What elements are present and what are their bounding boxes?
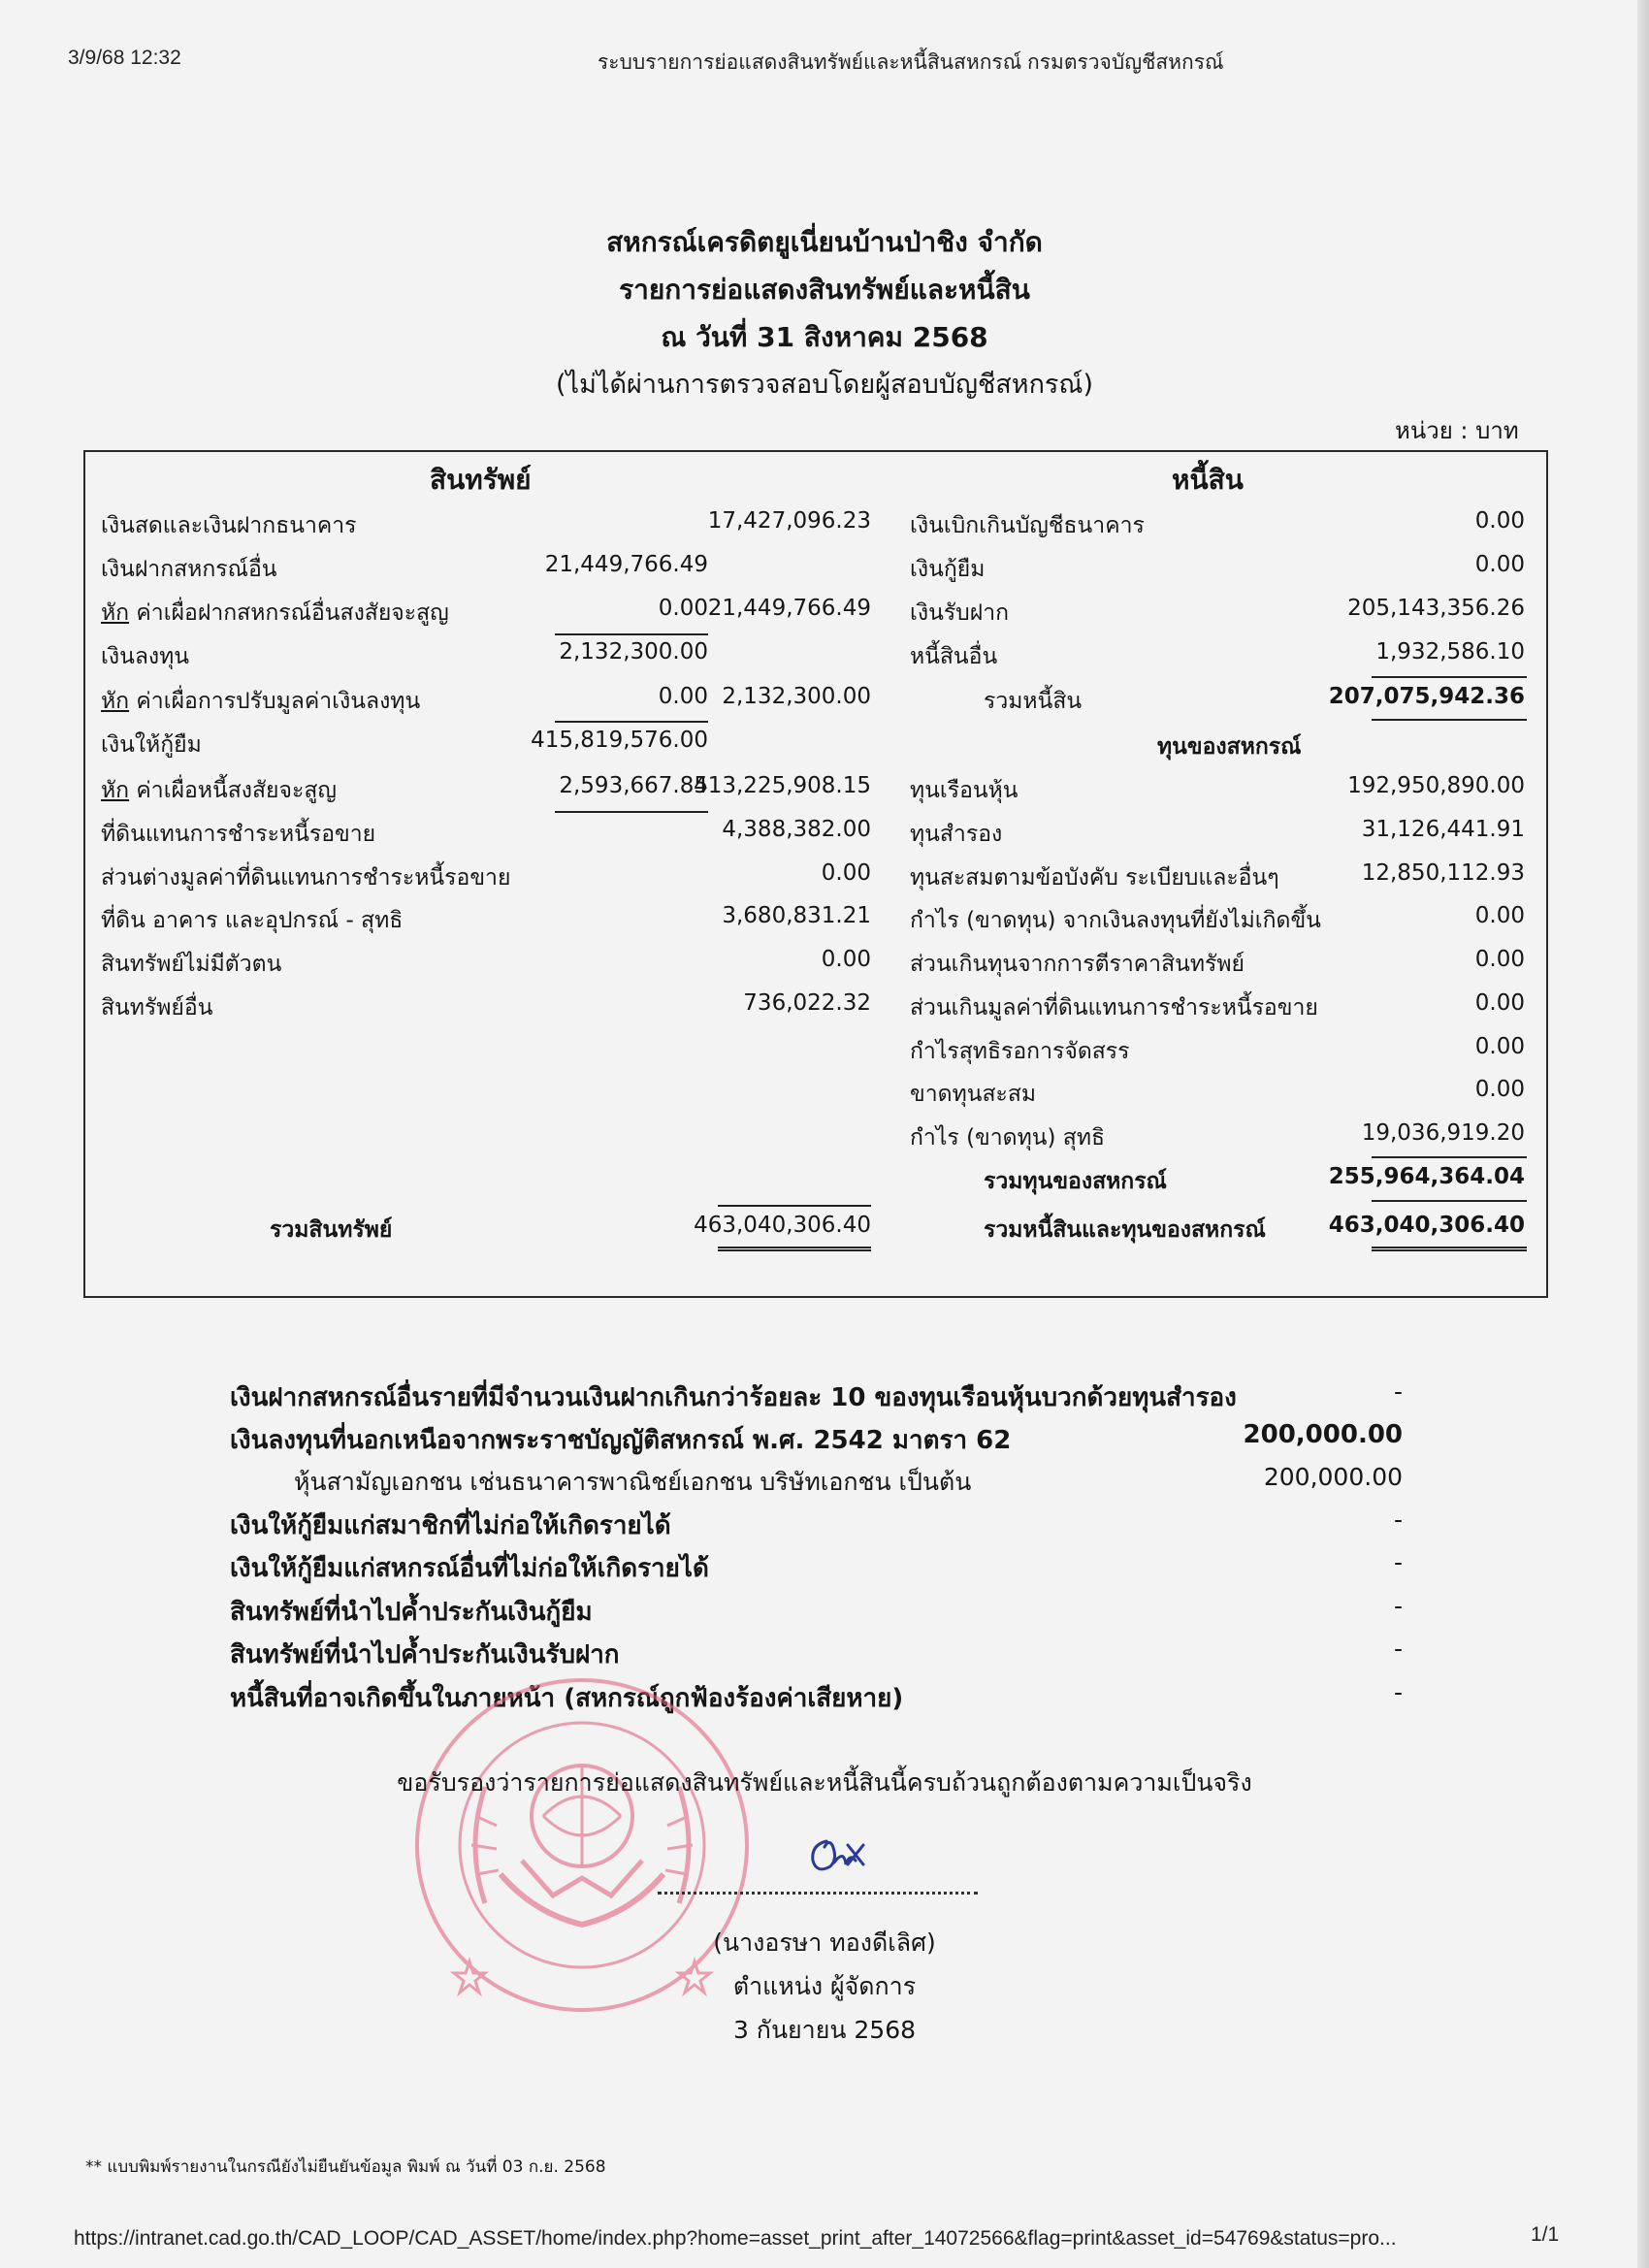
equity-regulatory-value: 12,850,112.93 bbox=[1361, 860, 1525, 886]
liab-other-value: 1,932,586.10 bbox=[1375, 639, 1525, 664]
asset-investment-allow-total: 2,132,300.00 bbox=[722, 684, 871, 709]
subtotal-rule bbox=[555, 721, 708, 723]
double-underline bbox=[1372, 1247, 1527, 1251]
equity-regulatory-label: ทุนสะสมตามข้อบังคับ ระเบียบและอื่นๆ bbox=[910, 865, 1279, 891]
liab-overdraft-value: 0.00 bbox=[1474, 508, 1525, 534]
signer-name: (นางอรษา ทองดีเลิศ) bbox=[713, 1928, 936, 1957]
asset-investment-allow-sub: 0.00 bbox=[658, 684, 708, 709]
liab-borrowings-label: เงินกู้ยืม bbox=[910, 557, 986, 582]
print-page-title: ระบบรายการย่อแสดงสินทรัพย์และหนี้สินสหกรณ์ กรมตรวจบัญชีสหกรณ์ bbox=[598, 51, 1224, 74]
asset-loans-sub: 415,819,576.00 bbox=[531, 728, 708, 753]
note-value: - bbox=[1393, 1592, 1403, 1620]
note-row: เงินให้กู้ยืมแก่สมาชิกที่ไม่ก่อให้เกิดรายได้ bbox=[230, 1511, 671, 1540]
liab-overdraft-label: เงินเบิกเกินบัญชีธนาคาร bbox=[910, 513, 1145, 538]
asset-other-label: สินทรัพย์อื่น bbox=[101, 995, 213, 1021]
note-row: สินทรัพย์ที่นำไปค้ำประกันเงินรับฝาก bbox=[230, 1640, 620, 1669]
equity-net-profit-value: 19,036,919.20 bbox=[1361, 1120, 1525, 1146]
note-value: - bbox=[1393, 1506, 1403, 1534]
note-row: หนี้สินที่อาจเกิดขึ้นในภายหน้า (สหกรณ์ถูกฟ้องร้องค่าเสียหาย) bbox=[230, 1684, 904, 1713]
audit-note: (ไม่ได้ผ่านการตรวจสอบโดยผู้สอบบัญชีสหกรณ์) bbox=[555, 370, 1093, 400]
asset-coop-allow-label: หัก ค่าเผื่อฝากสหกรณ์อื่นสงสัยจะสูญ bbox=[101, 600, 449, 626]
note-value: - bbox=[1393, 1678, 1403, 1706]
note-value: - bbox=[1393, 1377, 1403, 1406]
asset-loans-allow-label: หัก ค่าเผื่อหนี้สงสัยจะสูญ bbox=[101, 778, 337, 803]
liab-other-label: หนี้สินอื่น bbox=[910, 644, 998, 669]
note-value: - bbox=[1393, 1548, 1403, 1576]
subtotal-rule bbox=[1372, 1156, 1527, 1158]
equity-unappropriated-label: กำไรสุทธิรอการจัดสรร bbox=[910, 1039, 1130, 1064]
note-value: 200,000.00 bbox=[1243, 1420, 1403, 1449]
asset-investment-sub: 2,132,300.00 bbox=[559, 639, 708, 664]
report-date: ณ วันที่ 31 สิงหาคม 2568 bbox=[661, 321, 988, 353]
org-name: สหกรณ์เครดิตยูเนี่ยนบ้านป่าชิง จำกัด bbox=[606, 226, 1043, 258]
liab-deposits-value: 205,143,356.26 bbox=[1347, 596, 1525, 621]
equity-reserve-label: ทุนสำรอง bbox=[910, 822, 1003, 847]
total-rule bbox=[1372, 719, 1527, 721]
asset-other-total: 736,022.32 bbox=[743, 990, 871, 1016]
liabilities-header: หนี้สิน bbox=[1172, 464, 1244, 496]
grand-total-value: 463,040,306.40 bbox=[1328, 1213, 1525, 1238]
signed-date: 3 กันยายน 2568 bbox=[732, 2016, 917, 2044]
asset-sum-total: 463,040,306.40 bbox=[694, 1213, 871, 1238]
asset-coop-deposit-sub: 21,449,766.49 bbox=[544, 552, 708, 577]
double-underline bbox=[718, 1247, 871, 1251]
subtotal-rule bbox=[1372, 676, 1527, 678]
asset-loans-allow-total: 413,225,908.15 bbox=[694, 773, 871, 798]
subtotal-rule bbox=[555, 633, 708, 635]
total-rule bbox=[1372, 1200, 1527, 1202]
asset-cash-label: เงินสดและเงินฝากธนาคาร bbox=[101, 513, 357, 538]
note-row: เงินให้กู้ยืมแก่สหกรณ์อื่นที่ไม่ก่อให้เกิดรายได้ bbox=[230, 1554, 709, 1583]
print-datetime: 3/9/68 12:32 bbox=[68, 47, 181, 69]
equity-unrealized-label: กำไร (ขาดทุน) จากเงินลงทุนที่ยังไม่เกิดขึ้น bbox=[910, 908, 1321, 933]
note-row: เงินลงทุนที่นอกเหนือจากพระราชบัญญัติสหกรณ์ พ.ศ. 2542 มาตรา 62 bbox=[230, 1426, 1012, 1455]
print-page-number: 1/1 bbox=[1531, 2223, 1560, 2246]
equity-accum-loss-value: 0.00 bbox=[1474, 1077, 1525, 1102]
asset-foreclosed-label: ที่ดินแทนการชำระหนี้รอขาย bbox=[101, 822, 376, 847]
asset-loans-allow-sub: 2,593,667.85 bbox=[559, 773, 708, 798]
total-rule bbox=[718, 1205, 871, 1207]
asset-coop-deposit-label: เงินฝากสหกรณ์อื่น bbox=[101, 557, 277, 582]
asset-intangible-label: สินทรัพย์ไม่มีตัวตน bbox=[101, 952, 282, 977]
liab-sum-label: รวมหนี้สิน bbox=[984, 689, 1083, 714]
asset-loans-label: เงินให้กู้ยืม bbox=[101, 732, 202, 758]
equity-sum-value: 255,964,364.04 bbox=[1328, 1164, 1525, 1189]
equity-foreclosed-surplus-value: 0.00 bbox=[1474, 990, 1525, 1016]
asset-sum-label: รวมสินทรัพย์ bbox=[270, 1217, 393, 1243]
note-row: เงินฝากสหกรณ์อื่นรายที่มีจำนวนเงินฝากเกินกว่าร้อยละ 10 ของทุนเรือนหุ้นบวกด้วยทุนสำรอง bbox=[230, 1383, 1237, 1412]
equity-unappropriated-value: 0.00 bbox=[1474, 1034, 1525, 1059]
equity-shares-value: 192,950,890.00 bbox=[1347, 773, 1525, 798]
report-title: รายการย่อแสดงสินทรัพย์และหนี้สิน bbox=[619, 274, 1030, 306]
asset-foreclosed-diff-label: ส่วนต่างมูลค่าที่ดินแทนการชำระหนี้รอขาย bbox=[101, 865, 511, 891]
equity-revaluation-value: 0.00 bbox=[1474, 947, 1525, 972]
asset-investment-allow-label: หัก ค่าเผื่อการปรับมูลค่าเงินลงทุน bbox=[101, 689, 421, 714]
note-subrow: หุ้นสามัญเอกชน เช่นธนาคารพาณิชย์เอกชน บริษัทเอกชน เป็นต้น bbox=[294, 1468, 972, 1496]
equity-sum-label: รวมทุนของสหกรณ์ bbox=[984, 1169, 1167, 1194]
note-value: 200,000.00 bbox=[1263, 1463, 1403, 1491]
equity-foreclosed-surplus-label: ส่วนเกินมูลค่าที่ดินแทนการชำระหนี้รอขาย bbox=[910, 995, 1318, 1021]
certification-statement: ขอรับรองว่ารายการย่อแสดงสินทรัพย์และหนี้สินนี้ครบถ้วนถูกต้องตามความเป็นจริง bbox=[397, 1768, 1252, 1797]
equity-accum-loss-label: ขาดทุนสะสม bbox=[910, 1082, 1037, 1107]
manager-signature-icon bbox=[805, 1831, 873, 1882]
note-row: สินทรัพย์ที่นำไปค้ำประกันเงินกู้ยืม bbox=[230, 1598, 593, 1627]
note-value: - bbox=[1393, 1635, 1403, 1663]
grand-total-label: รวมหนี้สินและทุนของสหกรณ์ bbox=[984, 1217, 1266, 1243]
asset-foreclosed-diff-total: 0.00 bbox=[821, 860, 871, 886]
liab-sum-value: 207,075,942.36 bbox=[1328, 684, 1525, 709]
subtotal-rule bbox=[555, 811, 708, 813]
asset-coop-allow-total: 21,449,766.49 bbox=[707, 596, 871, 621]
equity-revaluation-label: ส่วนเกินทุนจากการตีราคาสินทรัพย์ bbox=[910, 952, 1245, 977]
assets-header: สินทรัพย์ bbox=[430, 464, 532, 496]
currency-unit: หน่วย : บาท bbox=[1395, 417, 1519, 444]
liab-borrowings-value: 0.00 bbox=[1474, 552, 1525, 577]
asset-investment-label: เงินลงทุน bbox=[101, 644, 190, 669]
equity-shares-label: ทุนเรือนหุ้น bbox=[910, 778, 1018, 803]
print-footnote: ** แบบพิมพ์รายงานในกรณียังไม่ยืนยันข้อมูล พิมพ์ ณ วันที่ 03 ก.ย. 2568 bbox=[85, 2157, 606, 2177]
equity-unrealized-value: 0.00 bbox=[1474, 903, 1525, 928]
liab-deposits-label: เงินรับฝาก bbox=[910, 600, 1010, 626]
asset-coop-allow-sub: 0.00 bbox=[658, 596, 708, 621]
asset-foreclosed-total: 4,388,382.00 bbox=[722, 817, 871, 842]
asset-ppe-label: ที่ดิน อาคาร และอุปกรณ์ - สุทธิ bbox=[101, 908, 404, 933]
signer-position: ตำแหน่ง ผู้จัดการ bbox=[732, 1972, 917, 2000]
asset-intangible-total: 0.00 bbox=[821, 947, 871, 972]
equity-header: ทุนของสหกรณ์ bbox=[1157, 734, 1302, 760]
signature-line bbox=[658, 1892, 978, 1895]
asset-cash-total: 17,427,096.23 bbox=[707, 508, 871, 534]
equity-reserve-value: 31,126,441.91 bbox=[1361, 817, 1525, 842]
equity-net-profit-label: กำไร (ขาดทุน) สุทธิ bbox=[910, 1125, 1106, 1150]
asset-ppe-total: 3,680,831.21 bbox=[722, 903, 871, 928]
print-url: https://intranet.cad.go.th/CAD_LOOP/CAD_ASSET/home/index.php?home=asset_print_after_14072566&flag=print&asset_id=54769&status=pro... bbox=[74, 2227, 1397, 2250]
